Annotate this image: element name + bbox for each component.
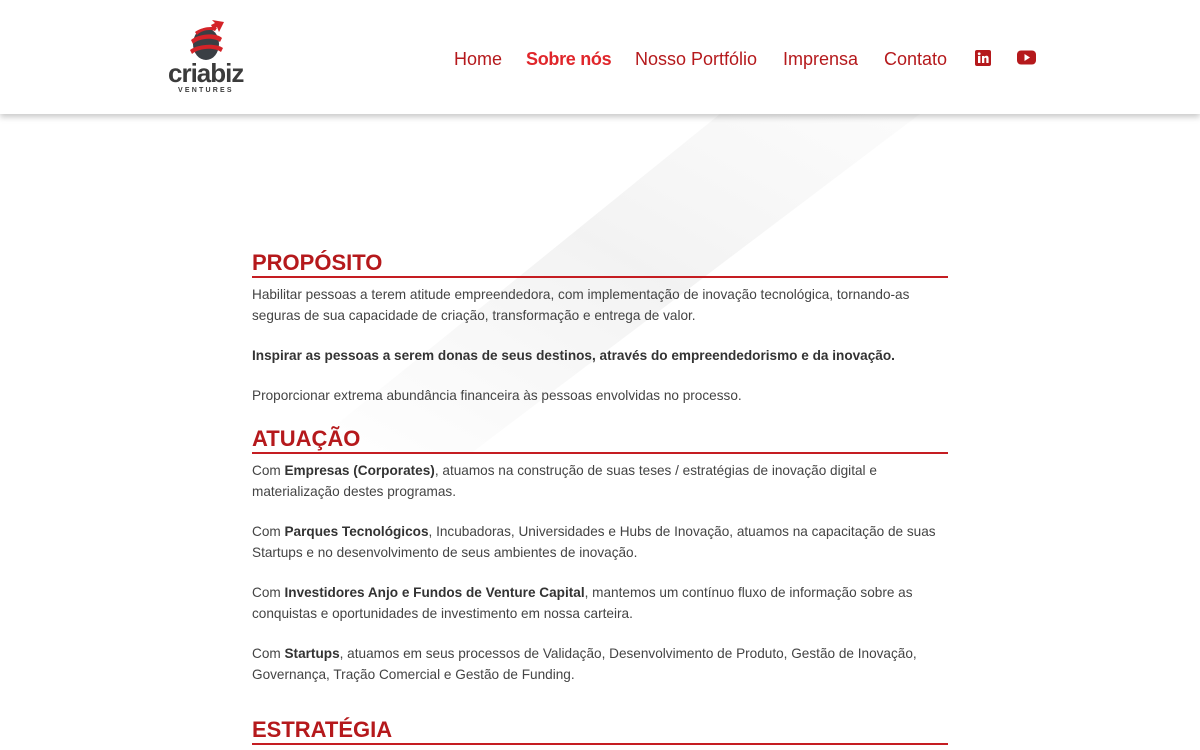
linkedin-icon[interactable] [975,50,991,71]
atuacao-prefix: Com [252,585,285,600]
nav-item-imprensa[interactable]: Imprensa [783,49,859,69]
section-divider [252,276,948,278]
atuacao-prefix: Com [252,524,285,539]
youtube-icon[interactable] [1017,50,1036,70]
atuacao-highlight: Empresas (Corporates) [284,463,435,478]
proposito-paragraph-2: Inspirar as pessoas a serem donas de seus destinos, através do empreendedorismo e da inovação. [252,348,895,363]
atuacao-highlight: Startups [284,646,340,661]
atuacao-text: , atuamos em seus processos de Validação, Desenvolvimento de Produto, Gestão de Inovação, Governança, Tração Comercial e Gestão de Funding. [252,646,917,682]
atuacao-prefix: Com [252,646,285,661]
nav-item-contato[interactable]: Contato [884,49,948,69]
section-title-estrategia: ESTRATÉGIA [252,717,393,742]
atuacao-text: , Incubadoras, Universidades e Hubs de Inovação, atuamos na capacitação de suas Startups e no desenvolvimento de seus ambientes de inovação. [252,524,936,560]
atuacao-item-empresas [252,461,948,502]
brand-logo[interactable] [168,18,248,98]
atuacao-item-parques [252,522,948,563]
logo-subtitle: VENTURES [178,87,234,94]
proposito-paragraph-1: Habilitar pessoas a terem atitude empreendedora, com implementação de inovação tecnológica, tornando-as seguras de sua capacidade de criação, transformação e entrega de valor. [252,287,910,323]
proposito-paragraph-3: Proporcionar extrema abundância financeira às pessoas envolvidas no processo. [252,388,742,403]
section-title-proposito: PROPÓSITO [252,250,383,275]
atuacao-text: , mantemos um contínuo fluxo de informação sobre as conquistas e oportunidades de investimento em nossa carteira. [252,585,913,621]
nav-item-home[interactable]: Home [454,49,503,69]
site-header [0,0,1200,114]
atuacao-highlight: Investidores Anjo e Fundos de Venture Capital [284,585,585,600]
nav-item-sobre-nos[interactable]: Sobre nós [526,49,612,69]
criabiz-logo-mark [186,18,228,62]
atuacao-item-investidores [252,583,948,624]
nav-item-nosso-portfolio[interactable]: Nosso Portfólio [635,49,758,69]
section-title-atuacao: ATUAÇÃO [252,426,361,451]
atuacao-highlight: Parques Tecnológicos [284,524,429,539]
atuacao-prefix: Com [252,463,285,478]
atuacao-text: , atuamos na construção de suas teses / estratégias de inovação digital e materialização destes programas. [252,463,877,499]
section-divider [252,452,948,454]
atuacao-item-startups [252,644,948,685]
logo-wordmark: criabiz [168,58,244,88]
section-divider [252,743,948,745]
